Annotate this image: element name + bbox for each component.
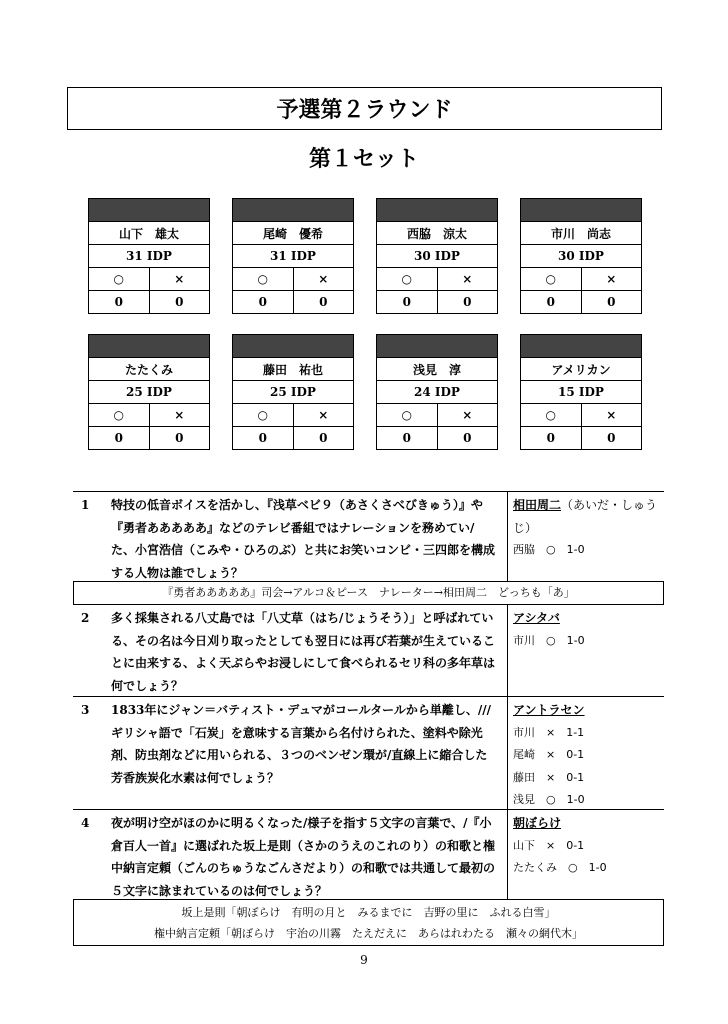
wrong-mark: × [606,272,617,286]
player-points: 30 IDP [521,245,641,268]
correct-mark: ○ [521,404,582,426]
player-points: 30 IDP [377,245,497,268]
mark-row [377,268,497,290]
player-points: 25 IDP [89,381,209,404]
correct-count: 0 [521,291,582,313]
wrong-count: 0 [463,431,472,445]
correct-count: 0 [377,427,438,449]
question-text: 夜が明け空がほのかに明るくなった/様子を指す５文字の言葉で、/『小倉百人一首』に選ばれた坂上是則（さかのうえのこれのり）の和歌と権中納言定頼（ごんのちゅうなごんさだより）の和歌では共通して最初の５文字に詠まれているのは何でしょう？ [111,816,496,898]
answer-main: アシタバ [513,611,560,625]
player-card [376,334,498,450]
question-row [73,492,664,582]
player-name: 尾崎 優希 [233,222,353,245]
card-header-bar [521,335,641,358]
page-number: 9 [360,953,368,967]
wrong-count: 0 [175,295,184,309]
player-card [232,334,354,450]
answer [513,699,664,722]
player-points: 31 IDP [89,245,209,268]
wrong-count: 0 [607,295,616,309]
question-number: 2 [81,611,90,625]
count-row [377,290,497,313]
mark-row [377,404,497,426]
answer-cell [507,605,664,696]
wrong-count: 0 [607,431,616,445]
result-line: 尾崎 × 0-1 [513,748,585,761]
wrong-mark: × [606,408,617,422]
player-name: 浅見 淳 [377,358,497,381]
result-line: たたくみ ○ 1-0 [513,861,607,874]
answer-cell [507,697,664,809]
correct-count: 0 [89,427,150,449]
correct-count: 0 [89,291,150,313]
question-table [73,491,664,946]
correct-mark: ○ [233,404,294,426]
player-card [232,198,354,314]
player-name: 市川 尚志 [521,222,641,245]
card-header-bar [377,199,497,222]
question-row [73,697,664,810]
question-row [73,810,664,900]
count-row [521,290,641,313]
count-row [89,426,209,449]
count-row [89,290,209,313]
wrong-mark: × [174,272,185,286]
count-row [233,426,353,449]
wrong-count: 0 [463,295,472,309]
correct-mark: ○ [89,404,150,426]
answer-main: 相田周二 [513,498,562,512]
answer-reading: （あいだ・しゅうじ） [513,498,658,535]
player-name: アメリカン [521,358,641,381]
wrong-count: 0 [319,295,328,309]
question-row [73,605,664,697]
answer-main: 朝ぼらけ [513,816,562,830]
card-header-bar [89,335,209,358]
correct-count: 0 [377,291,438,313]
result-line: 浅見 ○ 1-0 [513,793,585,806]
set-title: 第１セット [308,146,419,172]
correct-mark: ○ [377,268,438,290]
answer-cell [507,492,664,581]
correct-mark: ○ [89,268,150,290]
card-header-bar [233,335,353,358]
question-number: 1 [81,498,90,512]
note-line: 坂上是則「朝ぼらけ 有明の月と みるまでに 吉野の里に ふれる白雪」 [181,906,556,919]
question-note [73,900,664,946]
player-name: たたくみ [89,358,209,381]
mark-row [233,404,353,426]
player-points: 15 IDP [521,381,641,404]
wrong-count: 0 [319,431,328,445]
round-title: 予選第２ラウンド [67,87,662,130]
wrong-mark: × [318,272,329,286]
correct-count: 0 [233,291,294,313]
answer [513,607,664,630]
question-text: 多く採集される八丈島では「八丈草（はち/じょうそう）」と呼ばれている、その名は今日刈り取ったとしても翌日には再び若葉が生えていることに由来する、よく天ぷらやお浸しにして食べられるセリ科の多年草は何でしょう？ [111,611,496,693]
result-line: 藤田 × 0-1 [513,770,585,784]
answer [513,494,664,539]
correct-mark: ○ [233,268,294,290]
wrong-count: 0 [175,431,184,445]
player-card [520,198,642,314]
player-card [88,334,210,450]
player-card [520,334,642,450]
mark-row [521,268,641,290]
result-line: 山下 × 0-1 [513,838,585,852]
correct-count: 0 [233,427,294,449]
player-points: 31 IDP [233,245,353,268]
count-row [233,290,353,313]
player-name: 藤田 祐也 [233,358,353,381]
player-points: 25 IDP [233,381,353,404]
wrong-mark: × [174,408,185,422]
question-number: 4 [81,816,90,830]
answer-main: アントラセン [513,703,585,717]
result-line: 市川 × 1-1 [513,725,585,739]
note-line: 権中納言定頼「朝ぼらけ 宇治の川霧 たえだえに あらはれわたる 瀬々の網代木」 [154,927,583,940]
card-header-bar [233,199,353,222]
player-name: 山下 雄太 [89,222,209,245]
correct-mark: ○ [377,404,438,426]
card-header-bar [89,199,209,222]
mark-row [89,404,209,426]
mark-row [233,268,353,290]
question-text: 1833年にジャン＝バティスト・デュマがコールタールから単離し、///ギリシャ語で「石炭」を意味する言葉から名付けられた、塗料や除光剤、防虫剤などに用いられる、３つのベンゼン環が/直線上に縮合した芳香族炭化水素は何でしょう？ [111,703,492,785]
player-points: 24 IDP [377,381,497,404]
card-header-bar [521,199,641,222]
question-note: 『勇者あああああ』司会→アルコ＆ピース ナレーター→相田周二 どっちも「あ」 [73,582,664,605]
card-header-bar [377,335,497,358]
wrong-mark: × [462,408,473,422]
result-line: 市川 ○ 1-0 [513,633,585,647]
answer-cell [507,810,664,899]
question-number: 3 [81,703,90,717]
answer [513,812,664,835]
question-text: 特技の低音ボイスを活かし、『浅草ベビ９（あさくさべびきゅう）』や『勇者あああああ』などのテレビ番組ではナレーションを務めてい/た、小宮浩信（こみや・ひろのぶ）と共にお笑いコンビ・三四郎を構成する人物は誰でしょう？ [111,498,496,580]
mark-row [89,268,209,290]
count-row [521,426,641,449]
correct-count: 0 [521,427,582,449]
mark-row [521,404,641,426]
player-card [376,198,498,314]
count-row [377,426,497,449]
player-card [88,198,210,314]
result-line: 西脇 ○ 1-0 [513,543,585,556]
wrong-mark: × [318,408,329,422]
correct-mark: ○ [521,268,582,290]
player-name: 西脇 涼太 [377,222,497,245]
wrong-mark: × [462,272,473,286]
